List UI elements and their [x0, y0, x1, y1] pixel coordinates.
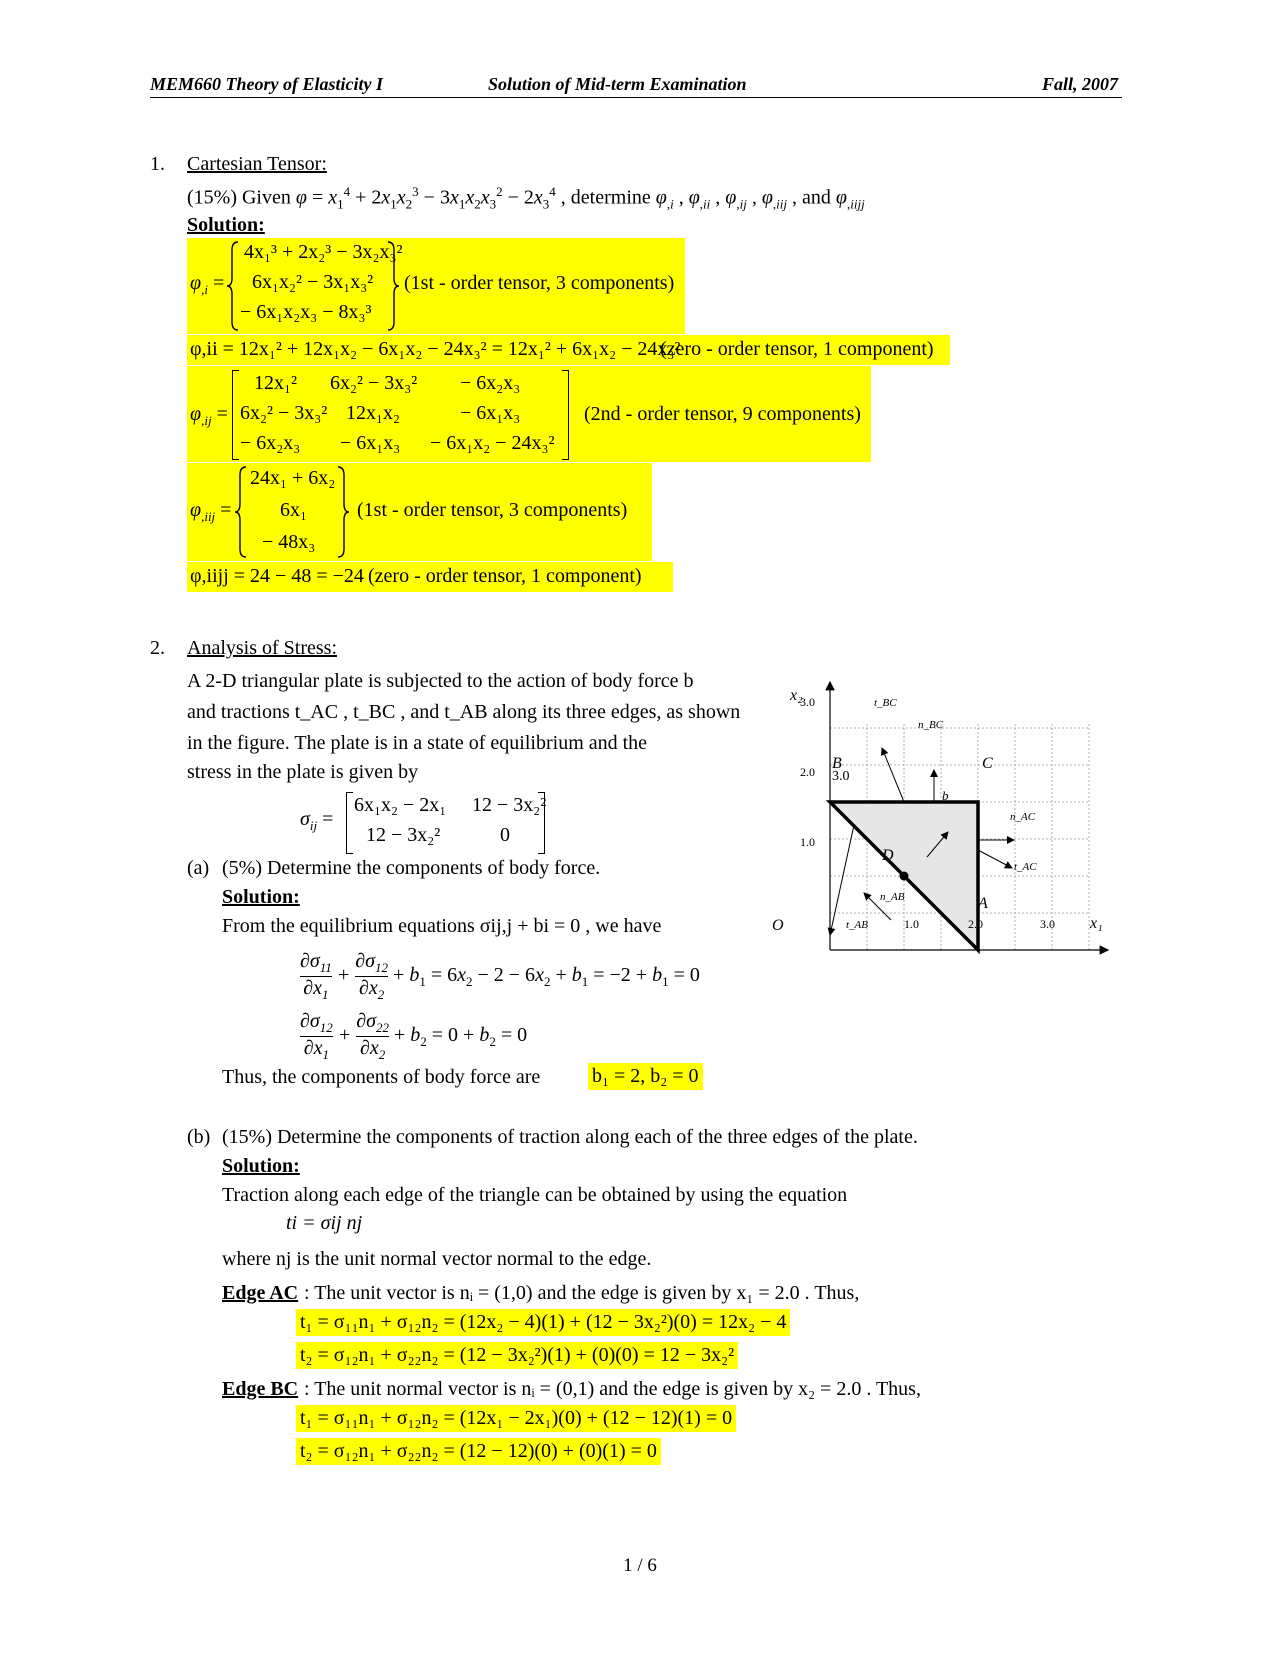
point-D-label: D	[882, 847, 894, 864]
plate-figure	[772, 660, 1130, 980]
phi-ij-r2c2: 12x₁x₂	[346, 402, 400, 424]
part-b-line2: where nj is the unit normal vector normal to the edge.	[222, 1248, 652, 1270]
vector-t-ac	[978, 850, 1012, 868]
part-a-line1: From the equilibrium equations σij,j + bi = 0 , we have	[222, 915, 662, 937]
phi-iij-row2: 6x₁	[280, 499, 307, 521]
phi-iij-row3: − 48x₃	[262, 531, 316, 553]
q2-title: Analysis of Stress:	[187, 637, 338, 659]
phi-i-lhs: $\varphi_{,i}$ =	[190, 272, 225, 297]
phi-ij-r1c1: 12x₁²	[254, 372, 297, 394]
header-term: Fall, 2007	[1042, 74, 1119, 94]
phi-iij-right-brace	[336, 465, 350, 559]
part-b-line1: Traction along each edge of the triangle can be obtained by using the equation	[222, 1184, 848, 1206]
y-tick-3-0: 3.0	[800, 695, 815, 709]
header-rule	[150, 97, 1122, 98]
phi-i-row1: 4x₁³ + 2x₂³ − 3x₂x₃²	[244, 241, 403, 263]
edge-bc-eq2: t₂ = σ₁₂n₁ + σ₂₂n₂ = (12 − 12)(0) + (0)(1) = 0	[296, 1438, 661, 1465]
header-course: MEM660 Theory of Elasticity I	[150, 74, 383, 94]
part-a-text: (5%) Determine the components of body force.	[222, 857, 601, 879]
point-C-label: C	[982, 755, 993, 772]
x-tick-1-0: 1.0	[904, 917, 919, 931]
origin-label: O	[772, 917, 784, 934]
q2-intro-line2: and tractions t_AC , t_BC , and t_AB along its three edges, as shown	[187, 701, 741, 723]
edge-ac-text: : The unit vector is nᵢ = (1,0) and the edge is given by x₁ = 2.0 . Thus,	[304, 1282, 860, 1304]
tick-y-3: 3.0	[832, 769, 850, 784]
phi-ii-note: (zero - order tensor, 1 component)	[660, 338, 934, 360]
phi-i-note: (1st - order tensor, 3 components)	[404, 272, 675, 294]
phi-i-right-brace	[386, 240, 400, 332]
phi-ij-r2c1: 6x₂² − 3x₃²	[240, 402, 328, 424]
point-D-dot	[900, 872, 909, 881]
sigma-r2c1: 12 − 3x₂²	[366, 824, 441, 846]
q2-number: 2.	[150, 637, 165, 659]
phi-ij-r3c3: − 6x₁x₂ − 24x₃²	[430, 432, 555, 454]
y-tick-1-0: 1.0	[800, 835, 815, 849]
sigma-lhs: $\sigma_{ij}$ =	[300, 808, 334, 833]
phi-ii-eq: φ,ii = 12x₁² + 12x₁x₂ − 6x₁x₂ − 24x₃² = 12x₁² + 6x₁x₂ − 24x₃²	[190, 338, 681, 360]
y-tick-2-0: 2.0	[800, 765, 815, 779]
point-B-label: B	[832, 755, 842, 772]
vector-t-bc	[882, 748, 904, 802]
edge-ac-label: Edge AC	[222, 1282, 299, 1304]
edge-bc-label: Edge BC	[222, 1378, 299, 1400]
q2-intro-line4: stress in the plate is given by	[187, 761, 419, 783]
phi-iijj-eq: φ,iijj = 24 − 48 = −24	[190, 565, 364, 587]
phi-iij-lhs: $\varphi_{,iij}$ =	[190, 499, 232, 524]
edge-ac-eq1: t₁ = σ₁₁n₁ + σ₁₂n₂ = (12x₂ − 4)(1) + (12 − 3x₂²)(0) = 12x₂ − 4	[296, 1309, 790, 1336]
phi-ij-note: (2nd - order tensor, 9 components)	[584, 403, 861, 425]
sigma-r1c1: 6x₁x₂ − 2x₁	[354, 794, 447, 816]
q2-intro-line3: in the figure. The plate is in a state of equilibrium and the	[187, 732, 648, 754]
edge-bc-eq1: t₁ = σ₁₁n₁ + σ₁₂n₂ = (12x₁ − 2x₁)(0) + (12 − 12)(1) = 0	[296, 1405, 736, 1432]
q2-intro-line1: A 2-D triangular plate is subjected to the action of body force b	[187, 670, 694, 692]
part-a-eq2: $\frac{\partial\sigma_{12}}{\partial x_1}$ + $\frac{\partial\sigma_{22}}{\partial x_2}$ + $b_2 = 0 + b_2 = 0$	[300, 1010, 528, 1062]
sigma-r2c2: 0	[500, 824, 510, 846]
phi-i-row2: 6x₁x₂² − 3x₁x₃²	[252, 271, 374, 293]
phi-ij-right-bracket	[562, 370, 569, 460]
label-n-ab: n_AB	[880, 891, 905, 903]
phi-ij-r1c2: 6x₂² − 3x₃²	[330, 372, 418, 394]
x-tick-2-0: 2.0	[968, 917, 983, 931]
phi-ij-left-bracket	[232, 370, 239, 460]
point-A-label: A	[978, 895, 988, 912]
phi-i-row3: − 6x₁x₂x₃ − 8x₃³	[240, 301, 372, 323]
edge-ac-eq2: t₂ = σ₁₂n₁ + σ₂₂n₂ = (12 − 3x₂²)(1) + (0)(0) = 12 − 3x₂²	[296, 1342, 738, 1369]
part-b-text: (15%) Determine the components of traction along each of the three edges of the plate.	[222, 1126, 918, 1148]
header-title: Solution of Mid-term Examination	[488, 74, 747, 94]
label-n-ac: n_AC	[1010, 811, 1036, 823]
sigma-right-bracket	[538, 792, 545, 854]
label-t-ab: t_AB	[846, 919, 868, 931]
q1-title: Cartesian Tensor:	[187, 153, 327, 175]
phi-i-left-brace	[226, 240, 240, 332]
label-n-bc: n_BC	[918, 719, 944, 731]
part-a-label: (a)	[187, 857, 210, 879]
phi-ij-r3c1: − 6x₂x₃	[240, 432, 301, 454]
label-t-bc: t_BC	[874, 697, 897, 709]
phi-ij-r2c3: − 6x₁x₃	[460, 402, 521, 424]
edge-bc-text: : The unit normal vector is nᵢ = (0,1) and the edge is given by x₂ = 2.0 . Thus,	[304, 1378, 921, 1400]
phi-ij-r3c2: − 6x₁x₃	[340, 432, 401, 454]
part-b-label: (b)	[187, 1126, 211, 1148]
phi-ij-lhs: $\varphi_{,ij}$ =	[190, 403, 228, 428]
part-a-result-prefix: Thus, the components of body force are	[222, 1066, 541, 1088]
part-a-result: b₁ = 2, b₂ = 0	[588, 1063, 703, 1090]
x-axis-label: x₁	[1090, 915, 1103, 932]
page-number: 1 / 6	[623, 1555, 657, 1576]
label-b: b	[942, 788, 949, 803]
part-a-solution-label: Solution:	[222, 886, 300, 908]
part-b-eq: ti = σij nj	[286, 1212, 363, 1234]
phi-ij-r1c3: − 6x₂x₃	[460, 372, 521, 394]
x-tick-3-0: 3.0	[1040, 917, 1055, 931]
q1-number: 1.	[150, 153, 165, 175]
sigma-left-bracket	[346, 792, 353, 854]
label-t-ac: t_AC	[1014, 861, 1037, 873]
y-axis-label: x₂	[790, 687, 803, 704]
phi-iij-left-brace	[234, 465, 248, 559]
part-b-solution-label: Solution:	[222, 1155, 300, 1177]
sigma-r1c2: 12 − 3x₂²	[472, 794, 547, 816]
part-a-eq1: $\frac{\partial\sigma_{11}}{\partial x_1}$ + $\frac{\partial\sigma_{12}}{\partial x_2}$ + $b_1 = 6x_2 - 2 - 6x_2 + b_1 = -2 + b_1 = 0$	[300, 950, 700, 1002]
phi-iijj-note: (zero - order tensor, 1 component)	[368, 565, 642, 587]
phi-iij-row1: 24x₁ + 6x₂	[250, 467, 336, 489]
q1-prompt: (15%) Given $\varphi = x_1^4 + 2x_1x_2^3 - 3x_1x_2x_3^2 - 2x_3^4$ , determine $\varphi_{,i}$ , $\varphi_{,ii}$ , $\varphi_{,ij}$ , $\varphi_{,iij}$ , and $\varphi_{,iijj}$	[187, 184, 865, 212]
phi-iij-note: (1st - order tensor, 3 components)	[357, 499, 628, 521]
q1-solution-label: Solution:	[187, 214, 265, 236]
